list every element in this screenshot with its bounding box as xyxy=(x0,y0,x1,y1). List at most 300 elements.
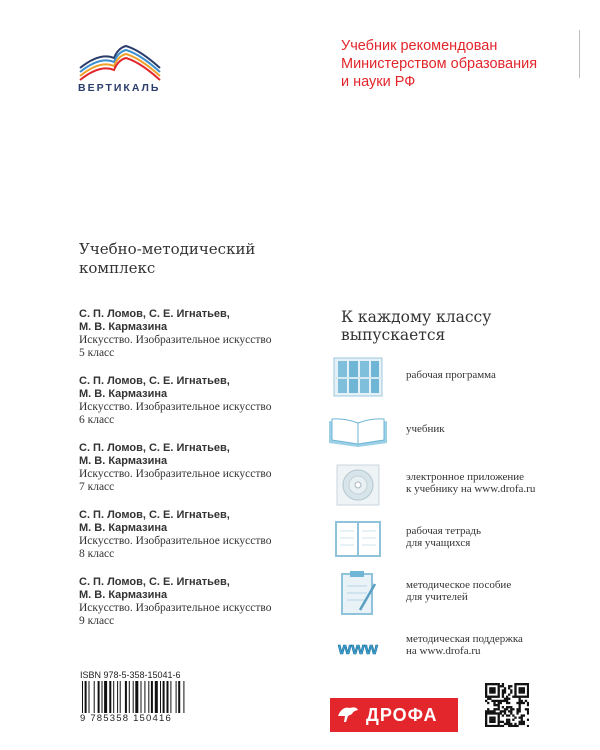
qr-module xyxy=(512,708,514,710)
qr-module xyxy=(508,721,510,723)
qr-module xyxy=(502,725,504,727)
qr-module xyxy=(491,696,493,698)
qr-module xyxy=(521,691,523,693)
barcode-bar xyxy=(109,681,111,713)
qr-module xyxy=(504,687,506,689)
barcode-bar xyxy=(148,681,149,713)
qr-module xyxy=(512,714,514,716)
barcode-bar xyxy=(104,681,107,713)
qr-module xyxy=(506,714,508,716)
barcode-number: 9 785358 150416 xyxy=(80,713,228,724)
qr-module xyxy=(527,683,529,685)
qr-module xyxy=(519,687,521,689)
material-label: для учителей xyxy=(406,591,468,603)
book-authors: М. В. Кармазина xyxy=(79,388,168,400)
qr-module xyxy=(525,683,527,685)
qr-module xyxy=(485,710,487,712)
qr-module xyxy=(498,721,500,723)
qr-module xyxy=(516,696,518,698)
qr-module xyxy=(523,691,525,693)
qr-module xyxy=(508,710,510,712)
qr-module xyxy=(521,721,523,723)
qr-module xyxy=(493,700,495,702)
qr-module xyxy=(512,719,514,721)
qr-module xyxy=(521,689,523,691)
qr-module xyxy=(506,723,508,725)
qr-module xyxy=(519,717,521,719)
qr-module xyxy=(493,717,495,719)
qr-module xyxy=(502,685,504,687)
qr-module xyxy=(508,685,510,687)
qr-module xyxy=(493,725,495,727)
qr-module xyxy=(489,712,491,714)
qr-module xyxy=(527,689,529,691)
qr-module xyxy=(493,721,495,723)
book-authors: С. П. Ломов, С. Е. Игнатьев, xyxy=(79,576,230,588)
cd-icon xyxy=(327,463,389,507)
qr-module xyxy=(502,689,504,691)
qr-module xyxy=(485,725,487,727)
isbn-label: ISBN 978-5-358-15041-6 xyxy=(80,670,181,680)
logo-wordmark: ВЕРТИКАЛЬ xyxy=(78,82,161,94)
qr-module xyxy=(500,700,502,702)
qr-module xyxy=(498,689,500,691)
barcode-bar xyxy=(167,681,169,713)
qr-module xyxy=(495,700,497,702)
book-authors: С. П. Ломов, С. Е. Игнатьев, xyxy=(79,509,230,521)
qr-module xyxy=(493,687,495,689)
material-item xyxy=(327,515,577,569)
qr-module xyxy=(514,725,516,727)
barcode-bar xyxy=(129,681,130,713)
qr-module xyxy=(489,725,491,727)
qr-module xyxy=(504,700,506,702)
book-entry xyxy=(79,509,309,576)
qr-module xyxy=(512,725,514,727)
qr-module xyxy=(523,696,525,698)
qr-module xyxy=(525,696,527,698)
qr-module xyxy=(500,685,502,687)
qr-module xyxy=(489,710,491,712)
materials-list xyxy=(327,353,577,677)
qr-module xyxy=(510,712,512,714)
barcode-bar xyxy=(102,681,103,713)
qr-module xyxy=(516,683,518,685)
book-entry xyxy=(79,375,309,442)
qr-module xyxy=(504,710,506,712)
qr-module xyxy=(498,712,500,714)
qr-module xyxy=(508,687,510,689)
qr-module xyxy=(489,696,491,698)
qr-module xyxy=(485,685,487,687)
qr-module xyxy=(491,710,493,712)
qr-module xyxy=(498,704,500,706)
barcode-bar xyxy=(98,681,100,713)
qr-module xyxy=(521,696,523,698)
qr-module xyxy=(510,706,512,708)
barcode-bar xyxy=(113,681,114,713)
qr-module xyxy=(487,698,489,700)
qr-module xyxy=(495,712,497,714)
qr-module xyxy=(493,708,495,710)
qr-module xyxy=(527,710,529,712)
barcode-bar xyxy=(151,681,153,713)
qr-module xyxy=(514,717,516,719)
qr-module xyxy=(489,717,491,719)
qr-module xyxy=(510,689,512,691)
qr-module xyxy=(504,723,506,725)
qr-module xyxy=(519,704,521,706)
qr-module xyxy=(491,687,493,689)
qr-module xyxy=(493,696,495,698)
recommendation-line: и науки РФ xyxy=(341,74,416,90)
qr-module xyxy=(506,706,508,708)
book-subject: Искусство. Изобразительное искусство xyxy=(79,602,272,614)
qr-module xyxy=(493,691,495,693)
material-label: на www.drofa.ru xyxy=(406,645,481,657)
barcode-bar xyxy=(144,681,145,713)
qr-module xyxy=(523,689,525,691)
material-item xyxy=(327,461,577,515)
book-entry xyxy=(79,308,309,375)
qr-module xyxy=(519,700,521,702)
qr-module xyxy=(495,725,497,727)
material-item xyxy=(327,623,577,677)
qr-module xyxy=(525,708,527,710)
qr-module xyxy=(498,723,500,725)
qr-module xyxy=(498,700,500,702)
qr-module xyxy=(521,719,523,721)
qr-module xyxy=(514,691,516,693)
qr-module xyxy=(493,704,495,706)
qr-module xyxy=(508,706,510,708)
barcode-bar xyxy=(117,681,118,713)
qr-module xyxy=(514,683,516,685)
qr-module xyxy=(527,712,529,714)
book-authors: С. П. Ломов, С. Е. Игнатьев, xyxy=(79,375,230,387)
complex-title xyxy=(79,240,255,278)
qr-module xyxy=(514,696,516,698)
qr-module xyxy=(487,708,489,710)
qr-module xyxy=(519,708,521,710)
qr-module xyxy=(527,691,529,693)
qr-module xyxy=(521,683,523,685)
books-list xyxy=(79,308,309,643)
qr-module xyxy=(487,710,489,712)
qr-module xyxy=(498,696,500,698)
qr-module xyxy=(498,717,500,719)
qr-module xyxy=(527,687,529,689)
qr-module xyxy=(519,723,521,725)
material-label: методическая поддержка xyxy=(406,632,523,645)
qr-module xyxy=(500,710,502,712)
material-label: к учебнику на www.drofa.ru xyxy=(406,483,536,495)
qr-module xyxy=(527,685,529,687)
qr-module xyxy=(500,725,502,727)
qr-module xyxy=(523,683,525,685)
book-authors: М. В. Кармазина xyxy=(79,455,168,467)
qr-module xyxy=(516,708,518,710)
qr-module xyxy=(500,721,502,723)
qr-module xyxy=(502,693,504,695)
qr-module xyxy=(489,721,491,723)
material-label: методическое пособие xyxy=(406,578,512,591)
qr-module xyxy=(502,714,504,716)
qr-module xyxy=(502,721,504,723)
qr-module xyxy=(502,696,504,698)
qr-code-icon xyxy=(485,683,529,727)
qr-module xyxy=(508,725,510,727)
qr-module xyxy=(498,685,500,687)
qr-module xyxy=(485,717,487,719)
material-label: для учащихся xyxy=(406,537,471,549)
qr-module xyxy=(495,683,497,685)
qr-module xyxy=(498,693,500,695)
qr-module xyxy=(495,704,497,706)
qr-module xyxy=(502,683,504,685)
barcode-bar xyxy=(163,681,165,713)
qr-module xyxy=(491,717,493,719)
qr-module xyxy=(512,696,514,698)
qr-module xyxy=(519,721,521,723)
qr-module xyxy=(485,683,487,685)
qr-module xyxy=(487,725,489,727)
qr-module xyxy=(485,714,487,716)
qr-module xyxy=(519,706,521,708)
material-item xyxy=(327,407,577,461)
qr-module xyxy=(493,710,495,712)
qr-module xyxy=(514,689,516,691)
svg-text:www: www xyxy=(338,639,378,658)
book-subject: Искусство. Изобразительное искусство xyxy=(79,401,272,413)
bustard-bird-icon xyxy=(336,702,360,728)
qr-module xyxy=(489,698,491,700)
qr-module xyxy=(498,714,500,716)
qr-module xyxy=(514,693,516,695)
clipboard-icon xyxy=(327,571,389,615)
qr-module xyxy=(485,687,487,689)
divider xyxy=(579,30,580,78)
qr-module xyxy=(510,708,512,710)
barcode-bar xyxy=(125,681,127,713)
qr-module xyxy=(491,719,493,721)
recommendation-line: Учебник рекомендован xyxy=(341,38,498,54)
barcode-bar xyxy=(141,681,142,713)
qr-module xyxy=(514,685,516,687)
barcode-bar xyxy=(155,681,158,713)
recommendation-text xyxy=(341,37,537,91)
book-entry xyxy=(79,576,309,643)
qr-module xyxy=(498,706,500,708)
qr-module xyxy=(527,708,529,710)
qr-module xyxy=(519,696,521,698)
qr-module xyxy=(491,712,493,714)
qr-module xyxy=(491,683,493,685)
qr-module xyxy=(510,710,512,712)
qr-module xyxy=(491,700,493,702)
qr-module xyxy=(485,712,487,714)
qr-module xyxy=(510,685,512,687)
material-item xyxy=(327,569,577,623)
qr-module xyxy=(527,704,529,706)
qr-module xyxy=(506,719,508,721)
qr-module xyxy=(493,683,495,685)
qr-module xyxy=(502,691,504,693)
barcode-bar xyxy=(94,681,95,713)
www-icon xyxy=(327,625,389,669)
qr-module xyxy=(493,702,495,704)
book-authors: М. В. Кармазина xyxy=(79,321,168,333)
material-label: учебник xyxy=(406,422,445,435)
book-grade: 6 класс xyxy=(79,414,115,426)
barcode-bar xyxy=(183,681,184,713)
barcode-bar xyxy=(160,681,161,713)
qr-module xyxy=(502,700,504,702)
qr-module xyxy=(504,708,506,710)
complex-title-line: комплекс xyxy=(79,259,156,277)
qr-module xyxy=(491,691,493,693)
recommendation-line: Министерством образования xyxy=(341,56,538,72)
qr-module xyxy=(523,702,525,704)
qr-module xyxy=(487,702,489,704)
qr-module xyxy=(519,702,521,704)
qr-module xyxy=(523,714,525,716)
qr-module xyxy=(508,723,510,725)
qr-module xyxy=(506,696,508,698)
qr-module xyxy=(521,687,523,689)
qr-module xyxy=(506,702,508,704)
qr-module xyxy=(498,725,500,727)
qr-module xyxy=(514,687,516,689)
qr-module xyxy=(485,723,487,725)
qr-module xyxy=(485,721,487,723)
qr-module xyxy=(489,687,491,689)
publisher-name: ДРОФА xyxy=(366,704,438,725)
qr-module xyxy=(516,710,518,712)
qr-module xyxy=(491,721,493,723)
book-grade: 5 класс xyxy=(79,347,115,359)
qr-module xyxy=(519,689,521,691)
publisher-logo xyxy=(330,698,458,732)
qr-module xyxy=(516,712,518,714)
book-subject: Искусство. Изобразительное искусство xyxy=(79,535,272,547)
qr-module xyxy=(519,683,521,685)
qr-module xyxy=(519,710,521,712)
qr-module xyxy=(504,691,506,693)
barcode-bar xyxy=(133,681,134,713)
qr-module xyxy=(489,691,491,693)
qr-module xyxy=(495,696,497,698)
qr-module xyxy=(498,719,500,721)
qr-module xyxy=(523,723,525,725)
qr-module xyxy=(485,700,487,702)
qr-module xyxy=(523,721,525,723)
complex-title-line: Учебно-методический xyxy=(79,240,256,258)
qr-module xyxy=(491,689,493,691)
qr-module xyxy=(485,689,487,691)
qr-module xyxy=(508,702,510,704)
book-grade: 7 класс xyxy=(79,481,115,493)
qr-module xyxy=(506,721,508,723)
qr-module xyxy=(498,702,500,704)
qr-module xyxy=(487,683,489,685)
qr-module xyxy=(516,725,518,727)
qr-module xyxy=(489,683,491,685)
qr-module xyxy=(485,693,487,695)
qr-module xyxy=(527,696,529,698)
book-authors: С. П. Ломов, С. Е. Игнатьев, xyxy=(79,308,230,320)
qr-module xyxy=(504,712,506,714)
qr-module xyxy=(508,714,510,716)
barcode-bar xyxy=(176,681,177,713)
qr-module xyxy=(521,702,523,704)
qr-module xyxy=(521,700,523,702)
book-subject: Искусство. Изобразительное искусство xyxy=(79,334,272,346)
qr-module xyxy=(498,708,500,710)
barcode-bar xyxy=(82,681,83,713)
qr-module xyxy=(521,717,523,719)
qr-module xyxy=(510,725,512,727)
materials-title-line: К каждому классу xyxy=(341,308,492,326)
material-label: рабочая тетрадь xyxy=(406,524,482,537)
qr-module xyxy=(516,702,518,704)
qr-module xyxy=(506,708,508,710)
qr-module xyxy=(527,693,529,695)
book-authors: М. В. Кармазина xyxy=(79,589,168,601)
qr-module xyxy=(489,719,491,721)
materials-title xyxy=(341,308,491,344)
qr-module xyxy=(489,689,491,691)
qr-module xyxy=(525,700,527,702)
barcode-bar xyxy=(178,681,180,713)
barcode-bar xyxy=(170,681,171,713)
qr-module xyxy=(506,698,508,700)
qr-module xyxy=(500,712,502,714)
qr-module xyxy=(498,687,500,689)
barcode-bar xyxy=(85,681,87,713)
qr-module xyxy=(487,712,489,714)
book-entry xyxy=(79,442,309,509)
qr-module xyxy=(508,719,510,721)
qr-module xyxy=(493,719,495,721)
barcode-bar xyxy=(135,681,138,713)
qr-module xyxy=(504,689,506,691)
qr-module xyxy=(495,708,497,710)
qr-module xyxy=(510,723,512,725)
book-grade: 9 класс xyxy=(79,615,115,627)
book-grade: 8 класс xyxy=(79,548,115,560)
material-label: рабочая программа xyxy=(406,368,496,381)
qr-module xyxy=(514,723,516,725)
materials-title-line: выпускается xyxy=(341,326,446,344)
qr-module xyxy=(500,702,502,704)
qr-module xyxy=(508,698,510,700)
open-book-icon xyxy=(327,409,389,453)
qr-module xyxy=(527,719,529,721)
qr-module xyxy=(527,702,529,704)
qr-module xyxy=(493,712,495,714)
qr-module xyxy=(504,698,506,700)
qr-module xyxy=(485,691,487,693)
qr-module xyxy=(498,683,500,685)
qr-module xyxy=(485,696,487,698)
qr-module xyxy=(498,691,500,693)
qr-module xyxy=(519,691,521,693)
book-authors: С. П. Ломов, С. Е. Игнатьев, xyxy=(79,442,230,454)
qr-module xyxy=(521,714,523,716)
qr-module xyxy=(502,706,504,708)
qr-module xyxy=(491,725,493,727)
